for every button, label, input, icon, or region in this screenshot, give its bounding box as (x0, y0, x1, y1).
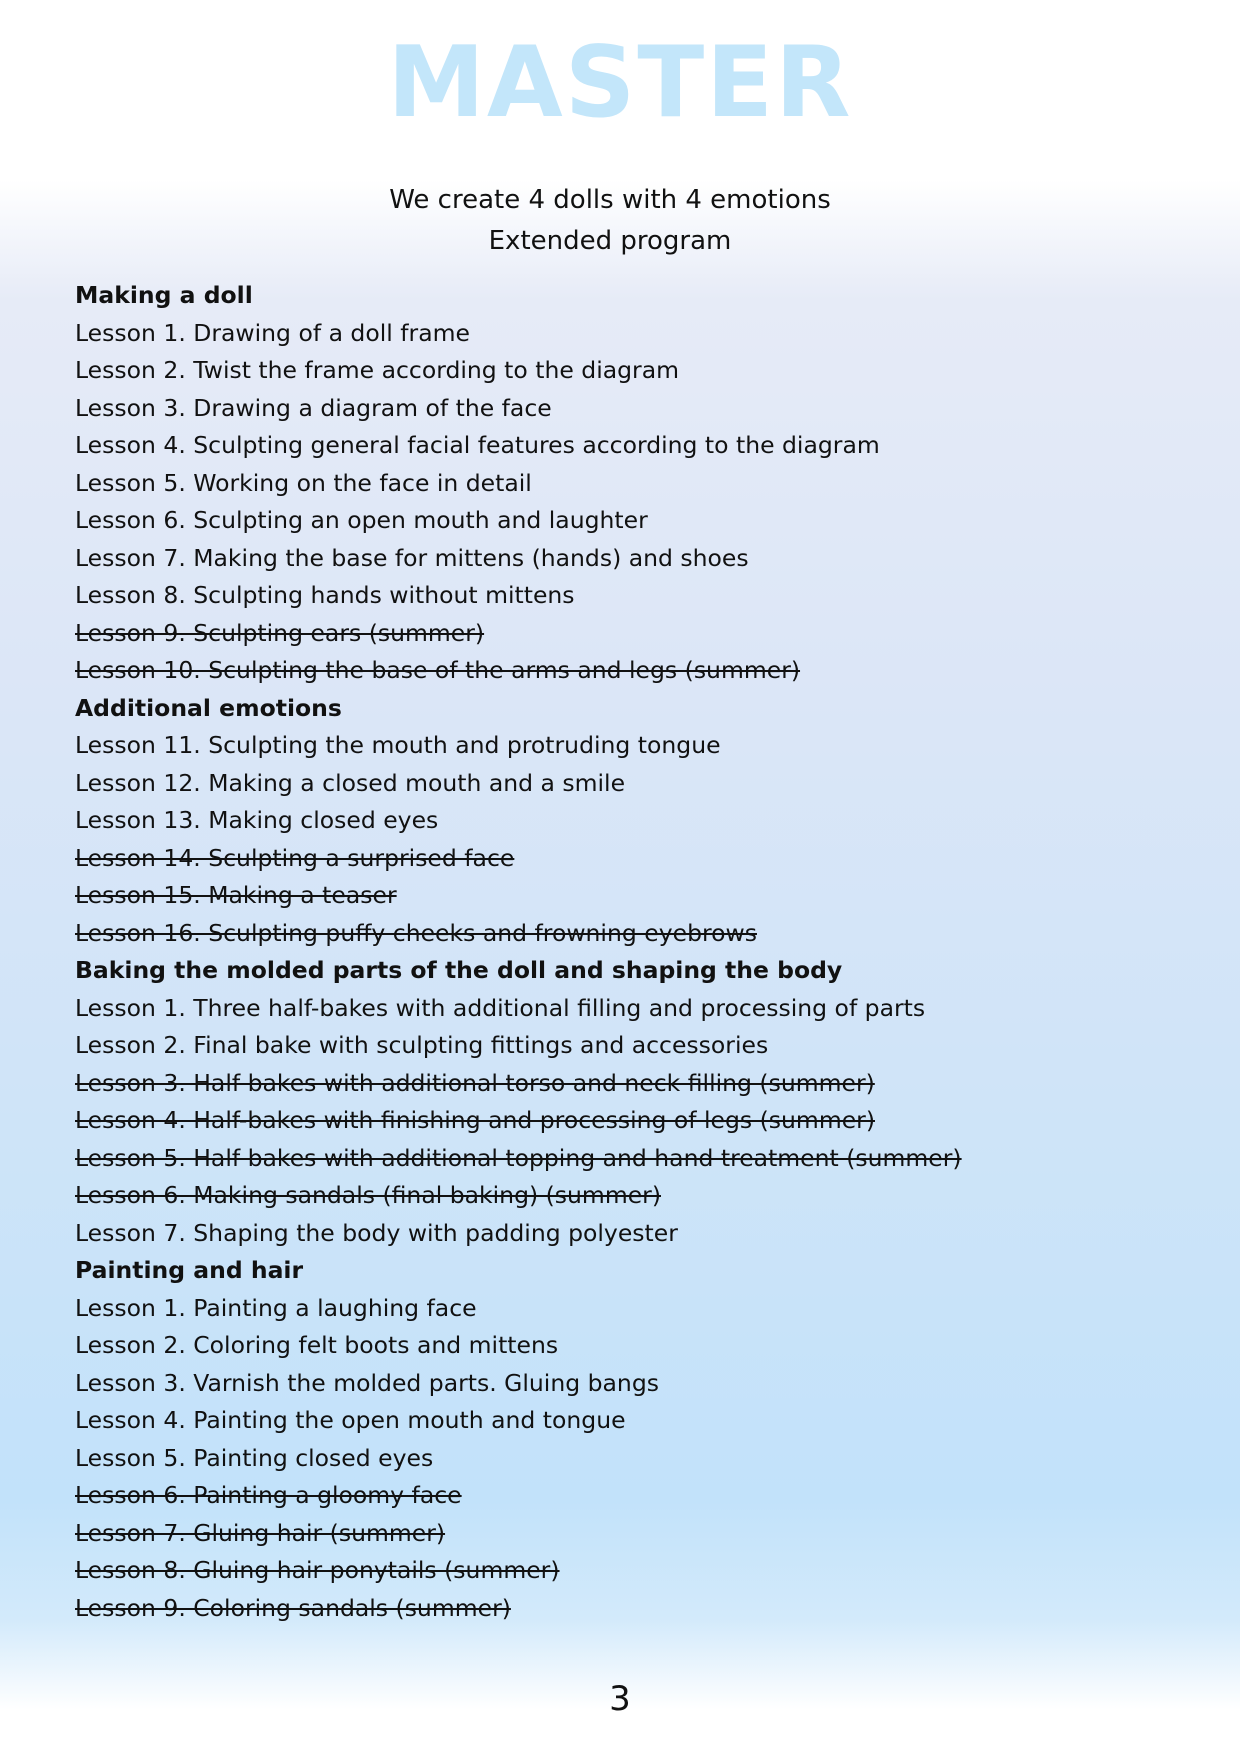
lesson-item-struck: Lesson 7. Gluing hair (summer) (75, 1518, 446, 1547)
lesson-item-struck: Lesson 6. Painting a gloomy face (75, 1481, 462, 1509)
section-heading: Making a doll (75, 281, 253, 309)
lesson-item: Lesson 11. Sculpting the mouth and protruding tongue (75, 731, 721, 759)
program-list (75, 277, 1175, 1627)
lesson-item: Lesson 1. Drawing of a doll frame (75, 318, 470, 347)
page-title: MASTER (387, 26, 853, 140)
lesson-item: Lesson 6. Sculpting an open mouth and laughter (75, 506, 648, 534)
subtitle-line-2: Extended program (488, 226, 732, 256)
lesson-item: Lesson 13. Making closed eyes (75, 806, 439, 834)
lesson-item: Lesson 7. Shaping the body with padding polyester (75, 1218, 678, 1247)
lesson-item: Lesson 2. Final bake with sculpting fittings and accessories (75, 1031, 769, 1059)
page-number: 3 (609, 1679, 631, 1719)
lesson-item-struck: Lesson 15. Making a teaser (75, 881, 397, 909)
lesson-item-struck: Lesson 4. Half-bakes with finishing and processing of legs (summer) (75, 1106, 875, 1134)
lesson-item: Lesson 4. Sculpting general facial features according to the diagram (75, 431, 880, 459)
lesson-item: Lesson 2. Twist the frame according to the diagram (75, 356, 680, 384)
lesson-item-struck: Lesson 14. Sculpting a surprised face (75, 843, 515, 872)
lesson-item-struck: Lesson 9. Coloring sandals (summer) (75, 1593, 511, 1622)
lesson-item: Lesson 4. Painting the open mouth and tongue (75, 1406, 626, 1434)
lesson-item-struck: Lesson 16. Sculpting puffy cheeks and frowning eyebrows (75, 918, 757, 947)
subtitle-line-1: We create 4 dolls with 4 emotions (389, 185, 831, 215)
lesson-item-struck: Lesson 8. Gluing hair ponytails (summer) (75, 1556, 560, 1584)
lesson-item: Lesson 1. Painting a laughing face (75, 1293, 477, 1322)
lesson-item: Lesson 2. Coloring felt boots and mittens (75, 1331, 559, 1359)
lesson-item-struck: Lesson 6. Making sandals (final baking) (summer) (75, 1181, 661, 1209)
lesson-item-struck: Lesson 9. Sculpting ears (summer) (75, 618, 485, 647)
lesson-item-struck: Lesson 5. Half bakes with additional topping and hand treatment (summer) (75, 1143, 962, 1172)
lesson-item: Lesson 7. Making the base for mittens (hands) and shoes (75, 543, 749, 572)
section-heading: Baking the molded parts of the doll and shaping the body (75, 956, 843, 984)
lesson-item-struck: Lesson 3. Half bakes with additional torso and neck filling (summer) (75, 1068, 875, 1097)
lesson-item: Lesson 5. Painting closed eyes (75, 1443, 434, 1472)
section-heading: Additional emotions (75, 693, 342, 722)
lesson-item: Lesson 1. Three half-bakes with additional filling and processing of parts (75, 993, 926, 1022)
lesson-item-struck: Lesson 10. Sculpting the base of the arms and legs (summer) (75, 656, 801, 684)
lesson-item: Lesson 5. Working on the face in detail (75, 468, 532, 497)
lesson-item: Lesson 8. Sculpting hands without mittens (75, 581, 575, 609)
lesson-item: Lesson 3. Varnish the molded parts. Gluing bangs (75, 1368, 659, 1397)
section-heading: Painting and hair (75, 1256, 304, 1284)
lesson-item: Lesson 12. Making a closed mouth and a smile (75, 768, 626, 797)
lesson-item: Lesson 3. Drawing a diagram of the face (75, 393, 552, 422)
